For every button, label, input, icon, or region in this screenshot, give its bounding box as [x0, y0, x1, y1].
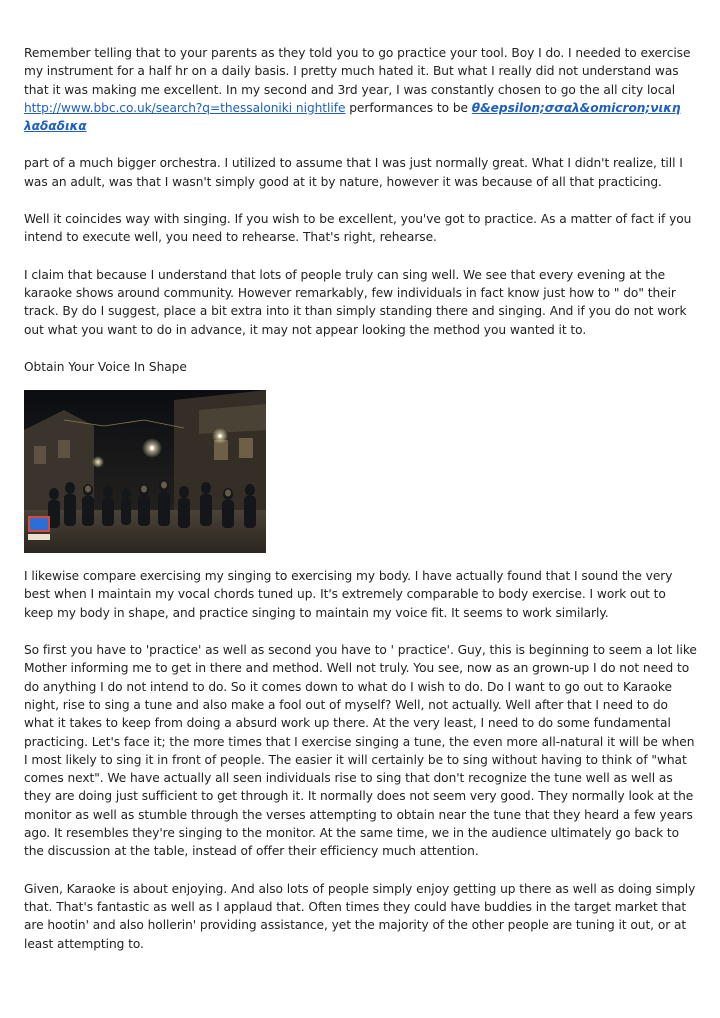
article-body	[24, 44, 698, 953]
paragraph-6: So first you have to 'practice' as well as second you have to ' practice'. Guy, this is beginning to seem a lot like Mother informing me to get in there and method. Well not truly. You see, now as an grown-up I do not need to do anything I do not intend to do. So it comes down to what do I wish to do. Do I want to go out to Karaoke night, rise to sing a tune and also make a fool out of myself? Well, not actually. Well after that I need to do what it takes to keep from doing a absurd work up there. At the very least, I need to do some fundamental practicing. Let's face it; the more times that I exercise singing a tune, the even more all-natural it will be when I most likely to sing it in front of people. The easier it will certainly be to sing without having to think of "what comes next". We have actually all seen individuals rise to sing that don't recognize the tune well as well as they are doing just sufficient to get through it. It normally does not seem very good. They normally look at the monitor as well as stumble through the verses attempting to obtain near the tune that they heard a few years ago. It resembles they're singing to the monitor. At the same time, we in the audience ultimately go back to the discussion at the table, instead of offer their efficiency much attention.	[24, 643, 697, 859]
thessaloniki-ladadika-link[interactable]: θ&epsilon;σσαλ&omicron;νικη λαδαδικα	[24, 100, 681, 134]
paragraph-1-mid: performances to be	[345, 100, 472, 115]
paragraph-7: Given, Karaoke is about enjoying. And also lots of people simply enjoy getting up there as well as doing simply that. That's fantastic as well as I applaud that. Often times they could have buddies in the target market that are hootin' and also hollerin' providing assistance, yet the majority of the other people are tuning it out, or at least attempting to.	[24, 881, 696, 951]
nightlife-crowd-photo	[24, 390, 266, 553]
paragraph-4: I claim that because I understand that lots of people truly can sing well. We see that every evening at the karaoke shows around community. However remarkably, few individuals in fact know just how to " do" their track. By do I suggest, place a bit extra into it than simply standing there and singing. And if you do not work out what you want to do in advance, it may not appear looking the method you wanted it to.	[24, 267, 687, 337]
paragraph-3: Well it coincides way with singing. If you wish to be excellent, you've got to practice. As a matter of fact if you intend to execute well, you need to rehearse. That's right, rehearse.	[24, 212, 692, 245]
bbc-search-link[interactable]: http://www.bbc.co.uk/search?q=thessaloniki nightlife	[24, 100, 346, 115]
section-heading: Obtain Your Voice In Shape	[24, 359, 187, 374]
paragraph-2: part of a much bigger orchestra. I utilized to assume that I was just normally great. What I didn't realize, till I was an adult, was that I wasn't simply good at it by nature, however it was because of all that practicing.	[24, 156, 683, 189]
paragraph-1-text: Remember telling that to your parents as they told you to go practice your tool. Boy I do. I needed to exercise my instrument for a half hr on a daily basis. I pretty much hated it. But what I really did not understand was that it was making me excellent. In my second and 3rd year, I was constantly chosen to go the all city local	[24, 46, 691, 97]
paragraph-1	[24, 44, 698, 135]
paragraph-5: I likewise compare exercising my singing to exercising my body. I have actually found that I sound the very best when I maintain my vocal chords tuned up. It's extremely comparable to body exercise. I work out to keep my body in shape, and practice singing to maintain my voice fit. It seems to work similarly.	[24, 569, 673, 620]
